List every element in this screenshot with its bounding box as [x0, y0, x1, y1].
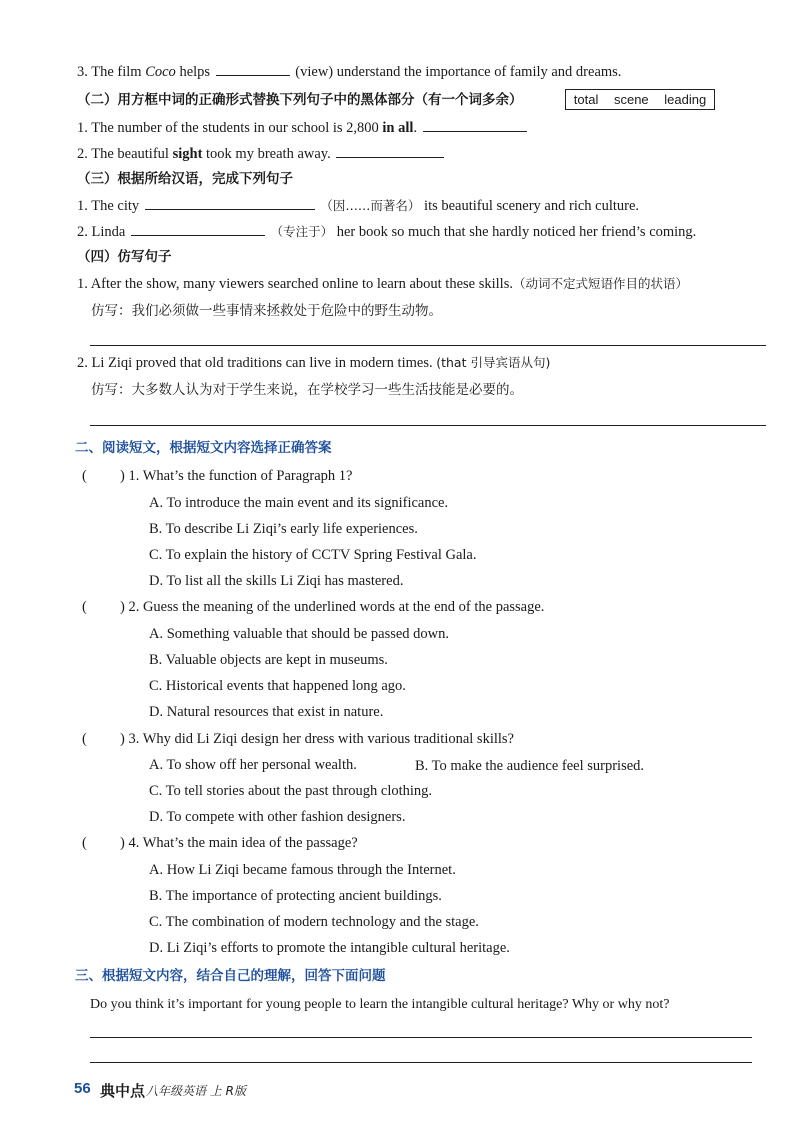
q3-text-c: (view) understand the importance of family and dreams.: [295, 64, 622, 80]
part3-q1-hint: （因……而著名）: [320, 198, 421, 213]
part4-q2-imitate: 仿写：大多数人认为对于学生来说，在学校学习一些生活技能是必要的。: [91, 382, 523, 398]
word-box-item: total: [573, 92, 599, 107]
part4-q1-imitate: 仿写：我们必须做一些事情来拯救处于危险中的野生动物。: [91, 303, 442, 319]
part4-q1-note: （动词不定式短语作目的状语）: [512, 276, 688, 291]
page-number: 56: [74, 1080, 91, 1097]
answer-paren-open[interactable]: (: [82, 599, 87, 615]
question-3-option-b[interactable]: B. To make the audience feel surprised.: [415, 758, 645, 774]
part2-q1-text: 1. The number of the students in our school is 2,800: [77, 120, 383, 136]
question-4-stem: ) 4. What’s the main idea of the passage?: [120, 835, 358, 851]
part3-q2-end: her book so much that she hardly noticed her friend’s coming.: [336, 224, 697, 240]
part3-q2-text: 2. Linda: [77, 224, 126, 240]
part3-q2-blank[interactable]: [131, 221, 265, 236]
question-2-option-c[interactable]: C. Historical events that happened long ago.: [149, 678, 406, 694]
part2-q2: [77, 143, 446, 164]
word-box-item: scene: [613, 92, 649, 107]
part2-q2-text: 2. The beautiful: [77, 146, 173, 162]
answer-line-2[interactable]: [90, 1062, 752, 1063]
word-box: [565, 89, 715, 110]
part2-q2-end: took my breath away.: [202, 146, 331, 162]
section2-heading: 二、阅读短文，根据短文内容选择正确答案: [75, 440, 332, 456]
part2-q1-blank[interactable]: [423, 117, 527, 132]
part4-q2-note: (that 引导宾语从句): [436, 355, 551, 370]
ex1-q3: [77, 61, 621, 82]
part3-q1-blank[interactable]: [145, 195, 315, 210]
part3-q2: [77, 221, 696, 242]
q3-answer-blank[interactable]: [216, 61, 290, 76]
part3-heading: （三）根据所给汉语，完成下列句子: [77, 171, 293, 187]
part2-q2-blank[interactable]: [336, 143, 444, 158]
question-3-stem: ) 3. Why did Li Ziqi design her dress with various traditional skills?: [120, 731, 514, 747]
part2-q1-bold: in all: [382, 120, 414, 136]
section3-question: Do you think it’s important for young people to learn the intangible cultural heritage? Why or why not?: [90, 997, 670, 1012]
question-2-option-a[interactable]: A. Something valuable that should be passed down.: [149, 626, 450, 642]
question-4-option-d[interactable]: D. Li Ziqi’s efforts to promote the intangible cultural heritage.: [149, 940, 510, 956]
publisher-logo: 典中点: [100, 1082, 146, 1100]
question-2-option-d[interactable]: D. Natural resources that exist in nature.: [149, 704, 384, 720]
part4-q1-text: 1. After the show, many viewers searched online to learn about these skills.: [77, 276, 513, 292]
part2-heading: （二）用方框中词的正确形式替换下列句子中的黑体部分（有一个词多余）: [77, 92, 523, 108]
answer-paren-open[interactable]: (: [82, 835, 87, 851]
part2-q1: [77, 117, 529, 138]
question-2-stem: ) 2. Guess the meaning of the underlined words at the end of the passage.: [120, 599, 545, 615]
part4-q2-text: 2. Li Ziqi proved that old traditions can live in modern times.: [77, 355, 433, 371]
question-3-option-d[interactable]: D. To compete with other fashion designers.: [149, 809, 406, 825]
answer-paren-open[interactable]: (: [82, 731, 87, 747]
part2-q1-end: .: [413, 120, 418, 136]
question-1-option-d[interactable]: D. To list all the skills Li Ziqi has mastered.: [149, 573, 404, 589]
question-1-stem: ) 1. What’s the function of Paragraph 1?: [120, 468, 353, 484]
question-4-option-c[interactable]: C. The combination of modern technology and the stage.: [149, 914, 479, 930]
part4-q2: [77, 353, 550, 373]
section3-heading: 三、根据短文内容，结合自己的理解，回答下面问题: [75, 968, 386, 984]
book-title: 八年级英语 上 R版: [146, 1084, 246, 1098]
word-box-item: leading: [664, 92, 707, 107]
part4-q1-answer-line[interactable]: [90, 345, 766, 346]
q3-film-title: Coco: [145, 64, 176, 80]
part4-q2-answer-line[interactable]: [90, 425, 766, 426]
q3-text-a: 3. The film: [77, 64, 146, 80]
part3-q1-text: 1. The city: [77, 198, 140, 214]
part4-heading: （四）仿写句子: [77, 249, 172, 265]
part2-q2-bold: sight: [172, 146, 203, 162]
part3-q1: [77, 195, 639, 216]
question-4-option-a[interactable]: A. How Li Ziqi became famous through the Internet.: [149, 862, 456, 878]
question-3-option-a[interactable]: A. To show off her personal wealth.: [149, 757, 357, 773]
question-2-option-b[interactable]: B. Valuable objects are kept in museums.: [149, 652, 388, 668]
q3-text-b: helps: [175, 64, 211, 80]
question-3-option-c[interactable]: C. To tell stories about the past through clothing.: [149, 783, 433, 799]
question-1-option-a[interactable]: A. To introduce the main event and its significance.: [149, 495, 449, 511]
answer-line-1[interactable]: [90, 1037, 752, 1038]
question-1-option-c[interactable]: C. To explain the history of CCTV Spring Festival Gala.: [149, 547, 477, 563]
part3-q2-hint: （专注于）: [270, 224, 334, 239]
answer-paren-open[interactable]: (: [82, 468, 87, 484]
part3-q1-end: its beautiful scenery and rich culture.: [424, 198, 640, 214]
question-4-option-b[interactable]: B. The importance of protecting ancient buildings.: [149, 888, 442, 904]
part4-q1: [77, 274, 688, 294]
question-1-option-b[interactable]: B. To describe Li Ziqi’s early life experiences.: [149, 521, 418, 537]
